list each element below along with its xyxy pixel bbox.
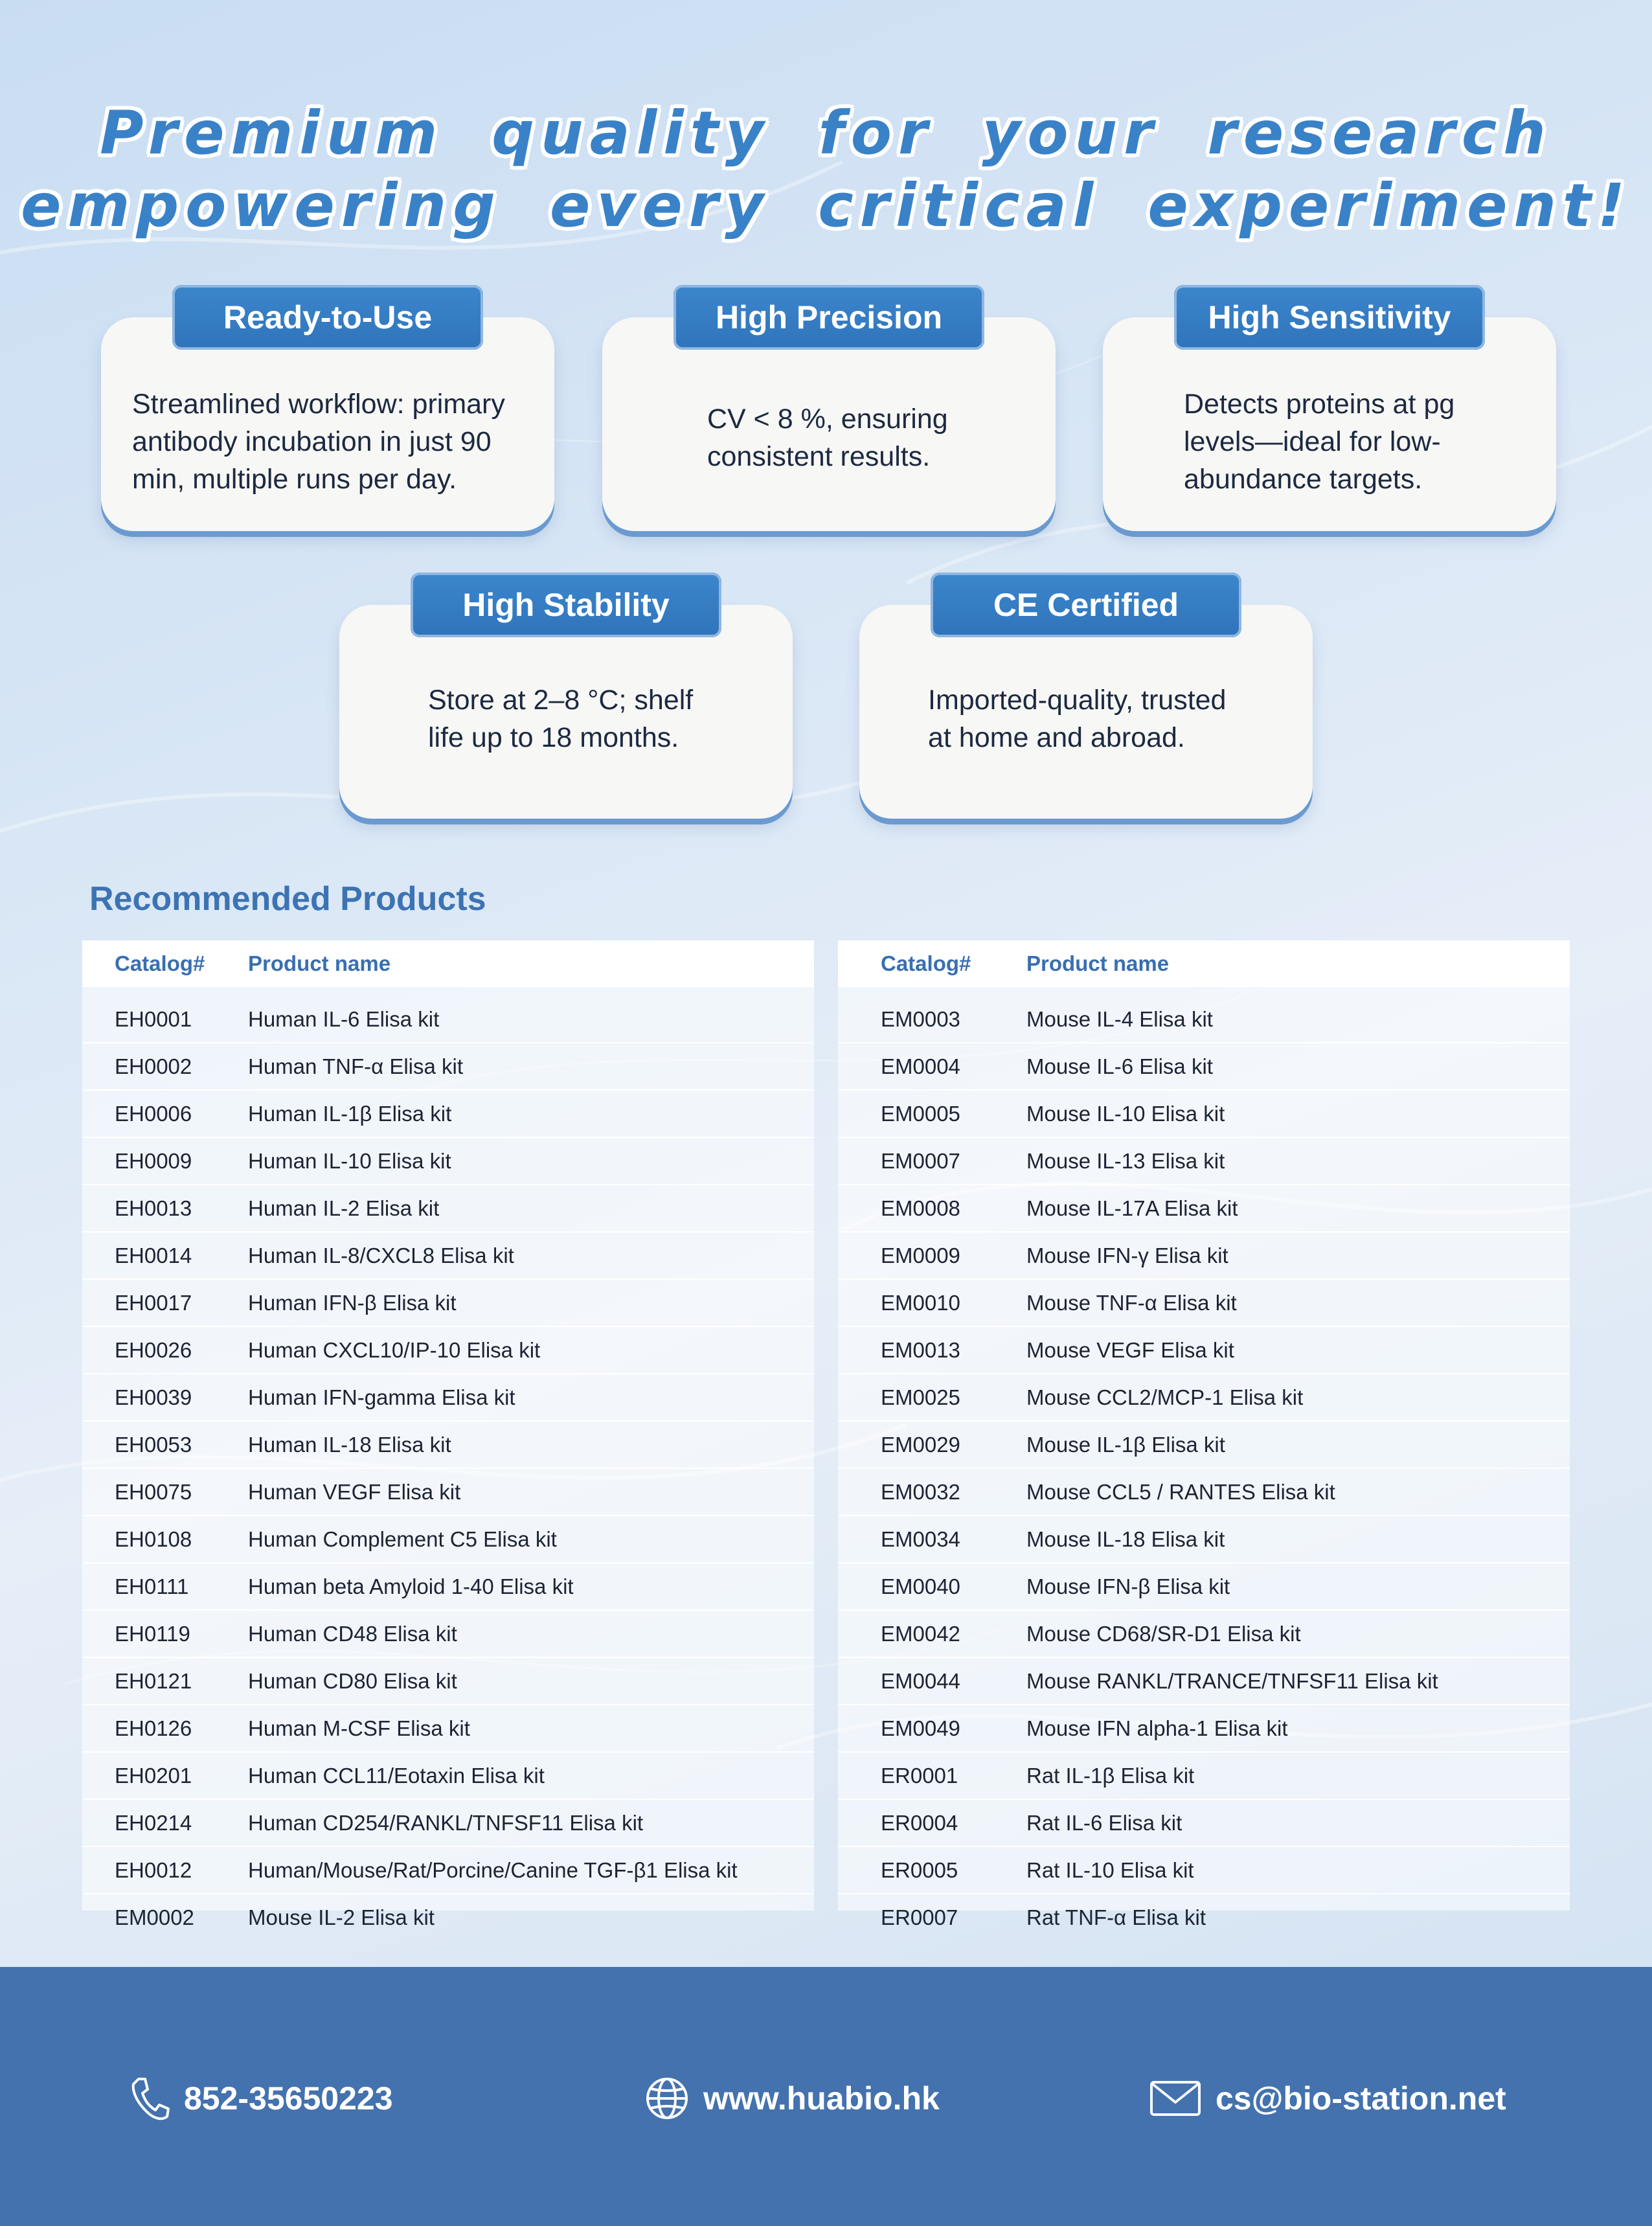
product-name: Human CXCL10/IP-10 Elisa kit — [248, 1337, 541, 1362]
product-name: Mouse IL-4 Elisa kit — [1026, 1006, 1213, 1031]
product-name: Human IL-1β Elisa kit — [248, 1101, 452, 1126]
product-name: Human IL-2 Elisa kit — [248, 1196, 440, 1220]
feature-text: Detects proteins at pg levels—ideal for low-abundance targets. — [1184, 389, 1455, 495]
feature-text: Imported-quality, trusted at home and abroad. — [928, 685, 1227, 753]
table-row — [838, 1327, 1570, 1374]
product-name: Mouse TNF-α Elisa kit — [1026, 1290, 1237, 1315]
table-row — [838, 996, 1570, 1043]
product-name: Rat TNF-α Elisa kit — [1026, 1905, 1206, 1929]
table-row — [82, 1374, 814, 1422]
table-row — [82, 1563, 814, 1611]
feature-card-high-precision — [602, 299, 1056, 531]
catalog-number: EM0025 — [881, 1385, 960, 1409]
catalog-number: EM0049 — [881, 1716, 960, 1740]
table-header — [82, 940, 814, 987]
product-name: Mouse IL-2 Elisa kit — [248, 1905, 435, 1929]
table-row — [82, 1753, 814, 1800]
catalog-number: EM0004 — [881, 1054, 960, 1078]
catalog-number: EH0009 — [115, 1148, 192, 1173]
product-name: Human CD80 Elisa kit — [248, 1668, 457, 1693]
products-table-right — [838, 940, 1570, 1929]
table-row — [82, 1894, 814, 1940]
product-name: Rat IL-10 Elisa kit — [1026, 1857, 1194, 1882]
catalog-number: EH0214 — [115, 1810, 192, 1835]
section-title-recommended-products: Recommended Products — [89, 880, 486, 918]
feature-badge: High Stability — [411, 573, 721, 637]
catalog-number: EM0009 — [881, 1243, 960, 1267]
table-row — [838, 1894, 1570, 1940]
product-name: Human CCL11/Eotaxin Elisa kit — [248, 1763, 545, 1788]
catalog-number: EM0003 — [881, 1006, 960, 1031]
catalog-number: EH0012 — [115, 1857, 192, 1882]
feature-text: Store at 2–8 °C; shelf life up to 18 months. — [428, 685, 694, 753]
headline-line-2: empowering every critical experiment! — [21, 171, 1631, 240]
product-name: Human M-CSF Elisa kit — [248, 1716, 470, 1740]
feature-card-high-sensitivity — [1103, 299, 1556, 531]
table-row — [82, 996, 814, 1043]
feature-badge: CE Certified — [931, 573, 1241, 637]
product-name: Human beta Amyloid 1-40 Elisa kit — [248, 1574, 574, 1598]
catalog-number: EH0053 — [115, 1432, 192, 1457]
catalog-number: EH0001 — [115, 1006, 192, 1031]
product-name: Mouse RANKL/TRANCE/TNFSF11 Elisa kit — [1026, 1668, 1438, 1693]
product-name: Mouse CD68/SR-D1 Elisa kit — [1026, 1621, 1301, 1646]
catalog-number: EH0119 — [115, 1621, 190, 1646]
table-row — [838, 1185, 1570, 1232]
footer — [0, 1967, 1652, 2226]
product-name: Human CD254/RANKL/TNFSF11 Elisa kit — [248, 1810, 644, 1835]
table-row — [838, 1043, 1570, 1091]
product-name: Human VEGF Elisa kit — [248, 1479, 461, 1504]
phone-number: 852-35650223 — [184, 2080, 393, 2117]
catalog-number: EM0002 — [115, 1905, 194, 1929]
table-body — [838, 987, 1570, 1940]
product-name: Human/Mouse/Rat/Porcine/Canine TGF-β1 Elisa kit — [248, 1857, 738, 1882]
product-name: Mouse IL-6 Elisa kit — [1026, 1054, 1213, 1078]
table-row — [82, 1705, 814, 1753]
catalog-number: EM0032 — [881, 1479, 960, 1504]
headline — [0, 97, 1652, 242]
feature-card-high-stability — [339, 587, 793, 819]
catalog-number: EH0201 — [115, 1763, 192, 1788]
catalog-number: EM0034 — [881, 1527, 960, 1551]
catalog-number: EM0005 — [881, 1101, 960, 1126]
header-product-name: Product name — [1026, 951, 1170, 975]
table-row — [838, 1091, 1570, 1138]
catalog-number: EH0014 — [115, 1243, 192, 1267]
catalog-number: ER0004 — [881, 1810, 958, 1835]
product-name: Mouse CCL5 / RANTES Elisa kit — [1026, 1479, 1335, 1504]
catalog-number: EH0013 — [115, 1196, 192, 1220]
table-row — [838, 1800, 1570, 1847]
catalog-number: EH0111 — [115, 1574, 189, 1598]
table-row — [838, 1611, 1570, 1658]
product-name: Mouse IFN alpha-1 Elisa kit — [1026, 1716, 1288, 1740]
phone-icon — [130, 2075, 170, 2122]
table-row — [838, 1563, 1570, 1611]
product-name: Human IFN-gamma Elisa kit — [248, 1385, 515, 1409]
table-row — [838, 1753, 1570, 1800]
mail-icon — [1149, 2079, 1201, 2118]
table-row — [82, 1043, 814, 1091]
table-row — [82, 1185, 814, 1232]
table-row — [82, 1516, 814, 1563]
product-name: Human Complement C5 Elisa kit — [248, 1527, 557, 1551]
table-row — [82, 1847, 814, 1894]
table-row — [838, 1232, 1570, 1280]
header-catalog: Catalog# — [881, 951, 971, 975]
table-row — [82, 1469, 814, 1516]
product-name: Mouse IFN-γ Elisa kit — [1026, 1243, 1228, 1267]
catalog-number: EH0108 — [115, 1527, 192, 1551]
website-url: www.huabio.hk — [703, 2080, 940, 2117]
table-row — [82, 1138, 814, 1185]
product-name: Human IL-18 Elisa kit — [248, 1432, 451, 1457]
table-row — [838, 1658, 1570, 1705]
table-header — [838, 940, 1570, 987]
table-row — [82, 1280, 814, 1327]
table-row — [82, 1800, 814, 1847]
catalog-number: EH0026 — [115, 1337, 192, 1362]
catalog-number: EM0013 — [881, 1337, 960, 1362]
table-row — [82, 1232, 814, 1280]
product-name: Rat IL-6 Elisa kit — [1026, 1810, 1182, 1835]
feature-badge: Ready-to-Use — [172, 285, 483, 350]
product-name: Mouse IL-13 Elisa kit — [1026, 1148, 1225, 1173]
feature-card-ce-certified — [859, 587, 1313, 819]
table-row — [82, 1422, 814, 1469]
table-row — [838, 1469, 1570, 1516]
product-name: Mouse IFN-β Elisa kit — [1026, 1574, 1230, 1598]
header-catalog: Catalog# — [115, 951, 205, 975]
table-row — [838, 1422, 1570, 1469]
table-row — [838, 1516, 1570, 1563]
product-name: Human IL-10 Elisa kit — [248, 1148, 451, 1173]
catalog-number: EH0126 — [115, 1716, 192, 1740]
catalog-number: ER0001 — [881, 1763, 958, 1788]
catalog-number: EM0042 — [881, 1621, 960, 1646]
catalog-number: EH0002 — [115, 1054, 192, 1078]
product-name: Mouse IL-1β Elisa kit — [1026, 1432, 1225, 1457]
contact-website[interactable] — [645, 2069, 940, 2128]
catalog-number: EH0039 — [115, 1385, 192, 1409]
catalog-number: ER0007 — [881, 1905, 958, 1929]
table-body — [82, 987, 814, 1940]
feature-text: Streamlined workflow: primary antibody incubation in just 90 min, multiple runs per day. — [132, 389, 505, 495]
table-row — [82, 1327, 814, 1374]
product-name: Mouse IL-17A Elisa kit — [1026, 1196, 1238, 1220]
header-product-name: Product name — [248, 951, 391, 975]
catalog-number: EM0008 — [881, 1196, 960, 1220]
product-name: Rat IL-1β Elisa kit — [1026, 1763, 1195, 1788]
product-name: Human TNF-α Elisa kit — [248, 1054, 464, 1078]
headline-line-1: Premium quality for your research — [100, 98, 1552, 168]
product-name: Mouse CCL2/MCP-1 Elisa kit — [1026, 1385, 1304, 1409]
table-row — [82, 1658, 814, 1705]
catalog-number: EH0075 — [115, 1479, 192, 1504]
feature-badge: High Sensitivity — [1174, 285, 1485, 350]
product-name: Human IFN-β Elisa kit — [248, 1290, 457, 1315]
catalog-number: EM0007 — [881, 1148, 960, 1173]
catalog-number: ER0005 — [881, 1857, 958, 1882]
products-table-left — [82, 940, 814, 1929]
table-row — [838, 1847, 1570, 1894]
catalog-number: EH0017 — [115, 1290, 192, 1315]
product-name: Human IL-8/CXCL8 Elisa kit — [248, 1243, 514, 1267]
catalog-number: EH0121 — [115, 1668, 192, 1693]
catalog-number: EM0040 — [881, 1574, 960, 1598]
product-name: Human CD48 Elisa kit — [248, 1621, 457, 1646]
product-name: Human IL-6 Elisa kit — [248, 1006, 440, 1031]
globe-icon — [645, 2076, 689, 2120]
product-name: Mouse VEGF Elisa kit — [1026, 1337, 1234, 1362]
feature-card-ready-to-use — [101, 299, 554, 531]
table-row — [838, 1280, 1570, 1327]
table-row — [838, 1138, 1570, 1185]
feature-text: CV < 8 %, ensuring consistent results. — [707, 403, 948, 472]
table-row — [838, 1374, 1570, 1422]
contact-email[interactable] — [1149, 2069, 1506, 2128]
catalog-number: EM0010 — [881, 1290, 960, 1315]
table-row — [838, 1705, 1570, 1753]
feature-badge: High Precision — [673, 285, 984, 350]
catalog-number: EM0044 — [881, 1668, 960, 1693]
email-address: cs@bio-station.net — [1216, 2080, 1506, 2117]
catalog-number: EM0029 — [881, 1432, 960, 1457]
catalog-number: EH0006 — [115, 1101, 192, 1126]
contact-phone[interactable] — [130, 2069, 393, 2128]
table-row — [82, 1611, 814, 1658]
product-name: Mouse IL-10 Elisa kit — [1026, 1101, 1225, 1126]
table-row — [82, 1091, 814, 1138]
product-name: Mouse IL-18 Elisa kit — [1026, 1527, 1225, 1551]
